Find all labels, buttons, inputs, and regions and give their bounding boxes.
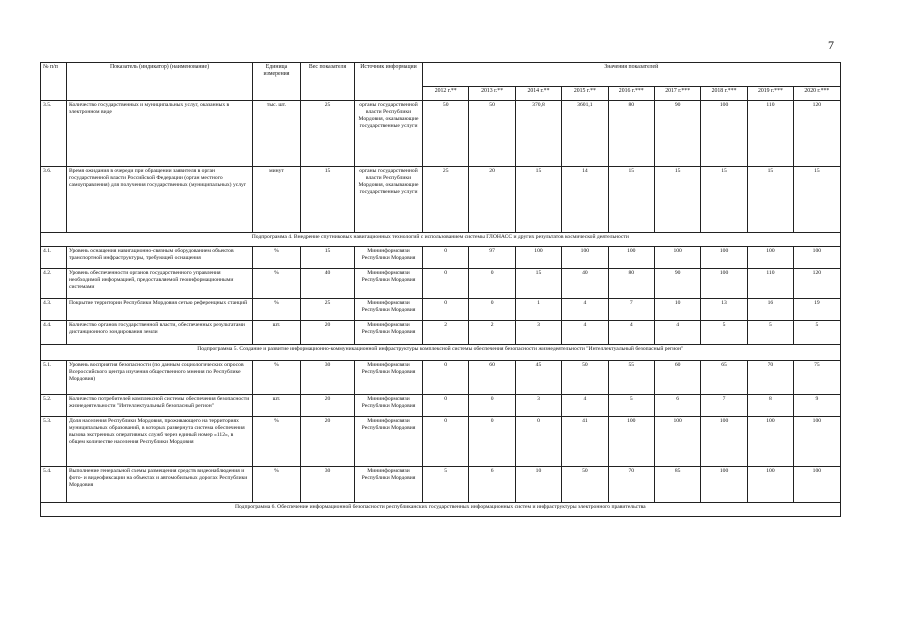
value-cell: 14 (562, 167, 608, 233)
weight-cell: 30 (301, 467, 355, 503)
value-cell: 0 (469, 299, 515, 321)
row-number: 5.1. (41, 361, 67, 395)
value-cell: 2 (423, 321, 469, 345)
unit-cell: % (253, 299, 301, 321)
value-cell: 97 (469, 247, 515, 269)
value-cell: 40 (562, 269, 608, 299)
indicator-name: Уровень восприятия безопасности (по данным социологических опросов Всероссийского центра изучения общественного мнения по Республике Мордовия) (67, 361, 253, 395)
value-cell: 7 (608, 299, 654, 321)
unit-cell: % (253, 247, 301, 269)
value-cell: 0 (469, 417, 515, 467)
value-cell: 100 (701, 101, 747, 167)
weight-cell: 25 (301, 101, 355, 167)
value-cell: 10 (515, 467, 561, 503)
indicator-name: Доля населения Республики Мордовия, проживающего на территориях муниципальных образований, в которых развернута система обеспечения вызова экстренных оперативных служб через единый номер «112», в общем количестве населения Республики Мордовия (67, 417, 253, 467)
source-cell: Мининформсвязи Республики Мордовия (355, 361, 423, 395)
value-cell: 0 (423, 417, 469, 467)
subprogram-row (41, 233, 841, 247)
weight-cell: 20 (301, 395, 355, 417)
value-cell: 100 (747, 247, 793, 269)
value-cell: 0 (423, 299, 469, 321)
value-cell: 25 (423, 167, 469, 233)
table-row (41, 299, 841, 321)
row-number: 3.6. (41, 167, 67, 233)
indicator-name: Количество органов государственной власти, обеспеченных результатами дистанционного зондирования земли (67, 321, 253, 345)
subprogram-row (41, 503, 841, 517)
value-cell: 3 (515, 395, 561, 417)
value-cell: 85 (654, 467, 700, 503)
value-cell: 100 (654, 247, 700, 269)
value-cell: 100 (654, 417, 700, 467)
row-number: 4.1. (41, 247, 67, 269)
value-cell: 100 (608, 247, 654, 269)
value-cell: 0 (423, 395, 469, 417)
row-number: 4.3. (41, 299, 67, 321)
value-cell: 4 (562, 395, 608, 417)
unit-cell: шт. (253, 321, 301, 345)
header-no: № п/п (41, 63, 67, 101)
value-cell: 15 (515, 167, 561, 233)
table-row (41, 269, 841, 299)
value-cell: 90 (654, 269, 700, 299)
value-cell: 1 (515, 299, 561, 321)
indicator-name: Количество потребителей комплексной системы обеспечения безопасности жизнедеятельности "Интеллектуальный безопасный регион" (67, 395, 253, 417)
value-cell: 15 (794, 167, 840, 233)
source-cell: Мининформсвязи Республики Мордовия (355, 299, 423, 321)
source-cell: органы государственной власти Республики Мордовия, оказывающие государственные услуги (355, 167, 423, 233)
source-cell: Мининформсвязи Республики Мордовия (355, 269, 423, 299)
indicators-table (40, 62, 841, 517)
row-number: 5.2. (41, 395, 67, 417)
subprogram-title: Подпрограмма 5. Создание и развитие информационно-коммуникационной инфраструктуры комплексной системы обеспечения безопасности жизнедеятельности "Интеллектуальный безопасный регион" (41, 345, 841, 361)
value-cell: 15 (701, 167, 747, 233)
header-year: 2017 г.*** (654, 87, 700, 101)
value-cell: 100 (562, 247, 608, 269)
header-weight: Вес показателя (301, 63, 355, 101)
value-cell: 100 (701, 269, 747, 299)
value-cell: 13 (701, 299, 747, 321)
value-cell: 4 (562, 321, 608, 345)
header-year: 2014 г.** (515, 87, 561, 101)
page-number: 7 (828, 38, 834, 52)
value-cell: 6 (469, 467, 515, 503)
weight-cell: 40 (301, 269, 355, 299)
unit-cell: % (253, 361, 301, 395)
unit-cell: тыс. шт. (253, 101, 301, 167)
value-cell: 80 (608, 269, 654, 299)
value-cell: 19 (794, 299, 840, 321)
source-cell: Мининформсвязи Республики Мордовия (355, 247, 423, 269)
value-cell: 0 (423, 247, 469, 269)
value-cell: 9 (794, 395, 840, 417)
value-cell: 100 (747, 417, 793, 467)
header-unit: Единица измерения (253, 63, 301, 101)
value-cell: 4 (562, 299, 608, 321)
table-row (41, 101, 841, 167)
value-cell: 55 (608, 361, 654, 395)
value-cell: 4 (608, 321, 654, 345)
value-cell: 65 (701, 361, 747, 395)
indicator-name: Количество государственных и муниципальных услуг, оказанных в электронном виде (67, 101, 253, 167)
value-cell: 50 (562, 467, 608, 503)
table-row (41, 395, 841, 417)
value-cell: 0 (469, 395, 515, 417)
value-cell: 5 (608, 395, 654, 417)
header-year: 2018 г.*** (701, 87, 747, 101)
value-cell: 110 (747, 101, 793, 167)
source-cell: Мининформсвязи Республики Мордовия (355, 321, 423, 345)
source-cell: Мининформсвязи Республики Мордовия (355, 395, 423, 417)
header-year: 2020 г.*** (794, 87, 840, 101)
indicator-name: Покрытие территории Республики Мордовия сетью референцных станций (67, 299, 253, 321)
value-cell: 45 (515, 361, 561, 395)
unit-cell: % (253, 269, 301, 299)
header-values: Значения показателей (423, 63, 841, 87)
subprogram-row (41, 345, 841, 361)
header-year: 2013 г.** (469, 87, 515, 101)
value-cell: 120 (794, 101, 840, 167)
value-cell: 90 (654, 101, 700, 167)
table-row (41, 361, 841, 395)
value-cell: 15 (747, 167, 793, 233)
value-cell: 5 (701, 321, 747, 345)
weight-cell: 20 (301, 321, 355, 345)
row-number: 5.3. (41, 417, 67, 467)
weight-cell: 15 (301, 167, 355, 233)
value-cell: 100 (701, 247, 747, 269)
value-cell: 0 (469, 269, 515, 299)
value-cell: 100 (515, 247, 561, 269)
source-cell: Мининформсвязи Республики Мордовия (355, 417, 423, 467)
value-cell: 41 (562, 417, 608, 467)
value-cell: 60 (654, 361, 700, 395)
value-cell: 20 (469, 167, 515, 233)
source-cell: органы государственной власти Республики Мордовия, оказывающие государственные услуги (355, 101, 423, 167)
source-cell: Мининформсвязи Республики Мордовия (355, 467, 423, 503)
value-cell: 80 (608, 101, 654, 167)
value-cell: 16 (747, 299, 793, 321)
value-cell: 75 (794, 361, 840, 395)
value-cell: 100 (794, 247, 840, 269)
indicator-name: Время ожидания в очереди при обращении заявителя в орган государственной власти Российской Федерации (орган местного самоуправления) для получения государственных (муниципальных) услуг (67, 167, 253, 233)
value-cell: 100 (747, 467, 793, 503)
row-number: 5.4. (41, 467, 67, 503)
header-year: 2015 г.** (562, 87, 608, 101)
value-cell: 100 (701, 467, 747, 503)
value-cell: 5 (747, 321, 793, 345)
table-row (41, 321, 841, 345)
value-cell: 4 (654, 321, 700, 345)
value-cell: 3 (515, 321, 561, 345)
value-cell: 15 (608, 167, 654, 233)
value-cell: 100 (608, 417, 654, 467)
value-cell: 10 (654, 299, 700, 321)
header-year: 2019 г.*** (747, 87, 793, 101)
weight-cell: 30 (301, 361, 355, 395)
row-number: 4.4. (41, 321, 67, 345)
value-cell: 2 (469, 321, 515, 345)
row-number: 3.5. (41, 101, 67, 167)
table-row (41, 467, 841, 503)
value-cell: 70 (747, 361, 793, 395)
header-indicator: Показатель (индикатор) (наименование) (67, 63, 253, 101)
value-cell: 50 (562, 361, 608, 395)
value-cell: 120 (794, 269, 840, 299)
unit-cell: % (253, 417, 301, 467)
weight-cell: 20 (301, 417, 355, 467)
table-row (41, 167, 841, 233)
value-cell: 370,8 (515, 101, 561, 167)
value-cell: 60 (469, 361, 515, 395)
header-year: 2016 г.*** (608, 87, 654, 101)
value-cell: 3601,1 (562, 101, 608, 167)
value-cell: 6 (654, 395, 700, 417)
value-cell: 110 (747, 269, 793, 299)
value-cell: 8 (747, 395, 793, 417)
value-cell: 100 (701, 417, 747, 467)
value-cell: 0 (423, 361, 469, 395)
value-cell: 100 (794, 467, 840, 503)
indicator-name: Уровень оснащения навигационно-связным оборудованием объектов транспортной инфраструктуры, требующей оснащения (67, 247, 253, 269)
indicator-name: Выполнение генеральной схемы размещения средств видеонаблюдения и фото- и видеофиксации на объектах и автомобильных дорогах Республики Мордовия (67, 467, 253, 503)
value-cell: 100 (794, 417, 840, 467)
indicator-name: Уровень обеспеченности органов государственного управления необходимой информацией, предоставляемой геоинформационными системами (67, 269, 253, 299)
header-source: Источник информации (355, 63, 423, 101)
value-cell: 70 (608, 467, 654, 503)
value-cell: 15 (654, 167, 700, 233)
value-cell: 0 (515, 417, 561, 467)
value-cell: 50 (423, 101, 469, 167)
table-row (41, 247, 841, 269)
unit-cell: шт. (253, 395, 301, 417)
value-cell: 5 (794, 321, 840, 345)
subprogram-title: Подпрограмма 6. Обеспечение информационной безопасности республиканских государственных информационных систем и инфраструктуры электронного правительства (41, 503, 841, 517)
value-cell: 50 (469, 101, 515, 167)
value-cell: 5 (423, 467, 469, 503)
header-year: 2012 г.** (423, 87, 469, 101)
weight-cell: 25 (301, 299, 355, 321)
table-row (41, 417, 841, 467)
unit-cell: минут (253, 167, 301, 233)
value-cell: 15 (515, 269, 561, 299)
row-number: 4.2. (41, 269, 67, 299)
subprogram-title: Подпрограмма 4. Внедрение спутниковых навигационных технологий с использованием системы ГЛОНАСС и других результатов космической деятельности (41, 233, 841, 247)
weight-cell: 15 (301, 247, 355, 269)
value-cell: 0 (423, 269, 469, 299)
unit-cell: % (253, 467, 301, 503)
value-cell: 7 (701, 395, 747, 417)
